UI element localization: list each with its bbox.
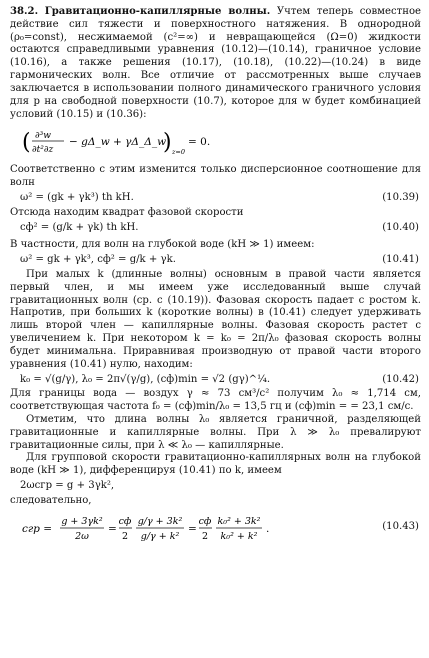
number-10-40: (10.40) bbox=[382, 221, 419, 233]
eq-boundary-dt2dz: ∂t²∂z bbox=[32, 145, 54, 156]
eq-boundary-terms: − gΔ_w + γΔ_Δ_w bbox=[69, 136, 167, 149]
paragraph-dispersion: Соответственно с этим изменится только дисперсионное соотношение для волн bbox=[10, 164, 421, 189]
number-10-42: (10.42) bbox=[382, 373, 419, 385]
formula-10-41: ω² = gk + γk³, cф² = g/k + γk. bbox=[20, 254, 176, 266]
eq-boundary-subscript: z=0 bbox=[172, 148, 186, 157]
eq43-f2-den: 2 bbox=[121, 530, 129, 542]
number-10-39: (10.39) bbox=[382, 191, 419, 203]
equation-10-39 bbox=[10, 192, 421, 205]
equation-10-43 bbox=[10, 511, 421, 545]
eq-boundary-open-paren: ( bbox=[22, 130, 31, 156]
eq-boundary-close-paren: ) bbox=[163, 130, 172, 156]
section-intro-text: Учтем теперь совместное действие сил тяжести и поверхностного натяжения. В однородной (ρ₀=const), несжимаемой (c²=∞) и невращающейся (Ω=0) жидкости остаются справедливыми уравнения (10.12)—(10.14), граничное условие (10.16), а также решения (10.17), (10.18), (10.22)—(10.24) в виде гармонических волн. Все отличие от рассмотренных выше случаев заключается в использовании полного динамического граничного условия для p на свободной поверхности (10.7), которое для w будет комбинацией условий (10.15) и (10.36): bbox=[10, 6, 422, 120]
eq43-cgr: cгр = bbox=[22, 522, 53, 535]
paragraph-group-velocity: Для групповой скорости гравитационно-капиллярных волн на глубокой воде (kH ≫ 1), дифференцируя (10.41) по k, имеем bbox=[10, 452, 421, 477]
equation-10-40 bbox=[10, 222, 421, 235]
eq43-eq2: = bbox=[188, 522, 197, 535]
equation-10-42 bbox=[10, 374, 421, 387]
eq43-f1-num: g + 3γk² bbox=[61, 515, 103, 527]
number-10-41: (10.41) bbox=[382, 254, 419, 266]
formula-group: 2ωcгр = g + 3γk², bbox=[20, 480, 115, 491]
eq43-f4-num: cф bbox=[198, 515, 212, 527]
equation-10-41 bbox=[10, 254, 421, 267]
section-title: Гравитационно-капиллярные волны. bbox=[44, 6, 271, 17]
section-intro bbox=[10, 6, 421, 121]
equation-boundary bbox=[10, 124, 421, 160]
eq43-eq1: = bbox=[108, 522, 117, 535]
number-10-43: (10.43) bbox=[382, 521, 419, 533]
equation-group bbox=[10, 480, 421, 493]
eq-boundary-d3w: ∂³w bbox=[35, 131, 51, 142]
paragraph-small-k: При малых k (длинные волны) основным в правой части является первый член, и мы имеем уже исследованный выше случай гравитационных волн (ср. с (10.19)). Фазовая скорость падает с ростом k. Напротив, при больших k (короткие волны) в (10.41) следует удерживать лишь второй член — капиллярные волны. Фазовая скорость растет с увеличением k. При некотором k = k₀ = 2π/λ₀ фазовая скорость волны будет минимальна. Приравнивая производную от правой части второго уравнения (10.41) нулю, находим: bbox=[10, 269, 421, 370]
formula-10-40: cф² = (g/k + γk) th kH. bbox=[20, 221, 139, 233]
paragraph-note: Отметим, что длина волны λ₀ является граничной, разделяющей гравитационные и капиллярные волны. При λ ≫ λ₀ превалируют гравитационные силы, при λ ≪ λ₀ — капиллярные. bbox=[10, 413, 421, 451]
paragraph-deep-water: В частности, для волн на глубокой воде (kH ≫ 1) имеем: bbox=[10, 239, 315, 251]
eq43-f1-den: 2ω bbox=[75, 530, 89, 542]
section-number: 38.2. bbox=[10, 6, 39, 17]
eq43-f4-den: 2 bbox=[201, 530, 209, 542]
eq43-f5-den: k₀² + k² bbox=[220, 530, 258, 542]
equation-10-43-svg bbox=[20, 511, 320, 545]
formula-10-39: ω² = (gk + γk³) th kH. bbox=[20, 191, 134, 203]
paragraph-water-air: Для границы вода — воздух γ ≈ 73 см³/с² получим λ₀ ≈ 1,714 см, соответствующая частота f₀ = (cф)min/λ₀ = 13,5 гц и (cф)min = = 23,1 см/с. bbox=[10, 388, 421, 413]
eq43-f3-den: g/γ + k² bbox=[140, 530, 180, 542]
paragraph-phase: Отсюда находим квадрат фазовой скорости bbox=[10, 206, 244, 218]
eq43-f3-num: g/γ + 3k² bbox=[137, 515, 183, 527]
equation-boundary-svg bbox=[20, 124, 230, 160]
formula-10-42: k₀ = √(g/γ), λ₀ = 2π√(γ/g), (cф)min = √2 (gγ)^¼. bbox=[20, 373, 271, 385]
eq43-f5-num: k₀² + 3k² bbox=[217, 515, 261, 527]
eq43-f2-num: cф bbox=[118, 515, 132, 527]
paragraph-hence: следовательно, bbox=[10, 494, 92, 506]
eq-boundary-equals-zero: = 0. bbox=[188, 136, 211, 149]
page bbox=[10, 6, 421, 549]
eq43-period: . bbox=[266, 522, 270, 535]
